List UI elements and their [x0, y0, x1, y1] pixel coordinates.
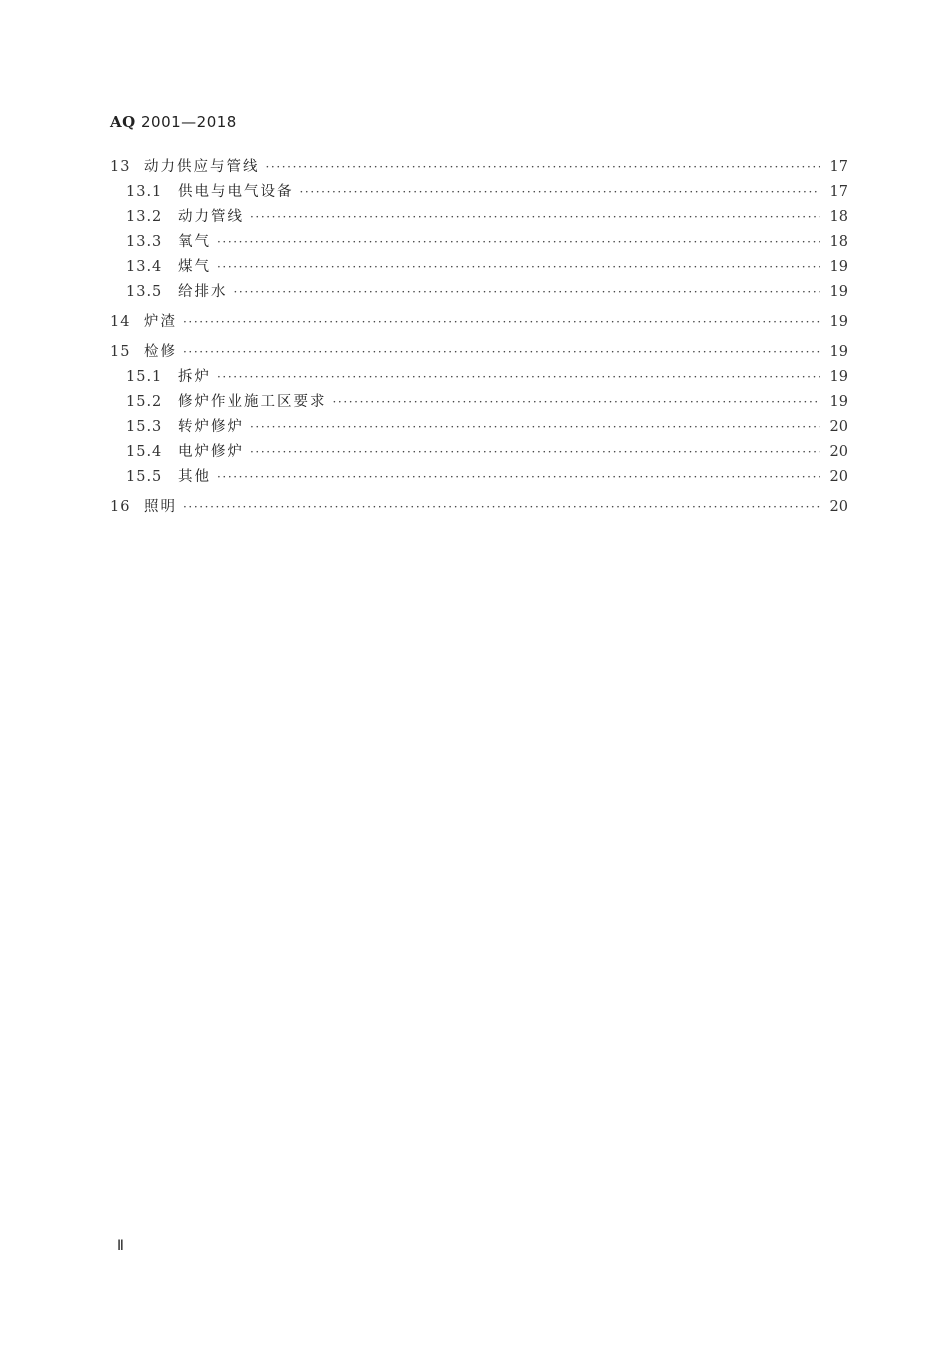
toc-entry-page: 19	[829, 284, 848, 300]
toc-entry-title: 电炉修炉	[178, 444, 244, 460]
standard-code: AQ	[110, 113, 136, 131]
toc-entry-page: 20	[829, 469, 848, 485]
toc-entry-number: 16	[110, 499, 131, 515]
toc-dot-leader	[333, 395, 821, 409]
toc-entry[interactable]	[110, 255, 848, 280]
toc-entry-number: 13.1	[126, 184, 163, 200]
standard-number: 2001—2018	[141, 113, 237, 131]
toc-entry-page: 19	[829, 314, 848, 330]
toc-dot-leader	[234, 285, 821, 299]
toc-entry-number: 14	[110, 314, 131, 330]
toc-entry-title: 动力管线	[178, 209, 244, 225]
toc-entry[interactable]	[110, 205, 848, 230]
toc-dot-leader	[217, 370, 820, 384]
toc-dot-leader	[217, 470, 820, 484]
toc-entry-page: 18	[829, 209, 848, 225]
toc-entry-page: 18	[829, 234, 848, 250]
toc-entry-number: 13.2	[126, 209, 163, 225]
toc-entry-title: 修炉作业施工区要求	[178, 394, 327, 410]
toc-dot-leader	[183, 500, 820, 514]
toc-dot-leader	[183, 315, 820, 329]
toc-entry-page: 17	[829, 159, 848, 175]
toc-entry-title: 供电与电气设备	[178, 184, 294, 200]
toc-entry-title: 照明	[144, 499, 177, 515]
toc-entry-number: 15.1	[126, 369, 163, 385]
toc-entry-page: 19	[829, 369, 848, 385]
toc-entry[interactable]	[110, 440, 848, 465]
toc-entry-page: 20	[829, 419, 848, 435]
toc-dot-leader	[250, 420, 820, 434]
toc-entry-title: 给排水	[178, 284, 228, 300]
toc-entry[interactable]	[110, 280, 848, 305]
toc-entry-page: 19	[829, 259, 848, 275]
toc-entry-title: 动力供应与管线	[144, 159, 260, 175]
toc-entry-page: 20	[829, 444, 848, 460]
toc-entry-number: 13.4	[126, 259, 163, 275]
toc-entry-page: 19	[829, 344, 848, 360]
toc-entry-title: 氧气	[178, 234, 211, 250]
document-header	[110, 113, 237, 131]
toc-dot-leader	[217, 235, 820, 249]
toc-dot-leader	[266, 160, 821, 174]
page-number: Ⅱ	[117, 1238, 124, 1254]
toc-dot-leader	[300, 185, 821, 199]
toc-entry-number: 15	[110, 344, 131, 360]
toc-dot-leader	[250, 445, 820, 459]
toc-entry[interactable]	[110, 155, 848, 180]
toc-entry[interactable]	[110, 365, 848, 390]
toc-dot-leader	[183, 345, 820, 359]
toc-entry[interactable]	[110, 495, 848, 520]
toc-entry-number: 15.2	[126, 394, 163, 410]
toc-entry-number: 15.3	[126, 419, 163, 435]
toc-entry[interactable]	[110, 230, 848, 255]
toc-entry[interactable]	[110, 310, 848, 335]
toc-dot-leader	[250, 210, 820, 224]
toc-entry-title: 转炉修炉	[178, 419, 244, 435]
toc-entry-title: 其他	[178, 469, 211, 485]
toc-entry-title: 炉渣	[144, 314, 177, 330]
toc-entry-number: 13.3	[126, 234, 163, 250]
toc-entry-number: 13.5	[126, 284, 163, 300]
toc-entry-number: 15.5	[126, 469, 163, 485]
toc-entry-page: 19	[829, 394, 848, 410]
toc-entry-page: 20	[829, 499, 848, 515]
toc-entry[interactable]	[110, 180, 848, 205]
toc-entry[interactable]	[110, 465, 848, 490]
toc-entry[interactable]	[110, 390, 848, 415]
toc-entry-number: 13	[110, 159, 131, 175]
toc-entry-number: 15.4	[126, 444, 163, 460]
toc-dot-leader	[217, 260, 820, 274]
toc-entry-title: 煤气	[178, 259, 211, 275]
toc-entry-title: 检修	[144, 344, 177, 360]
table-of-contents	[110, 155, 848, 520]
toc-entry-page: 17	[829, 184, 848, 200]
toc-entry-title: 拆炉	[178, 369, 211, 385]
toc-entry[interactable]	[110, 340, 848, 365]
toc-entry[interactable]	[110, 415, 848, 440]
